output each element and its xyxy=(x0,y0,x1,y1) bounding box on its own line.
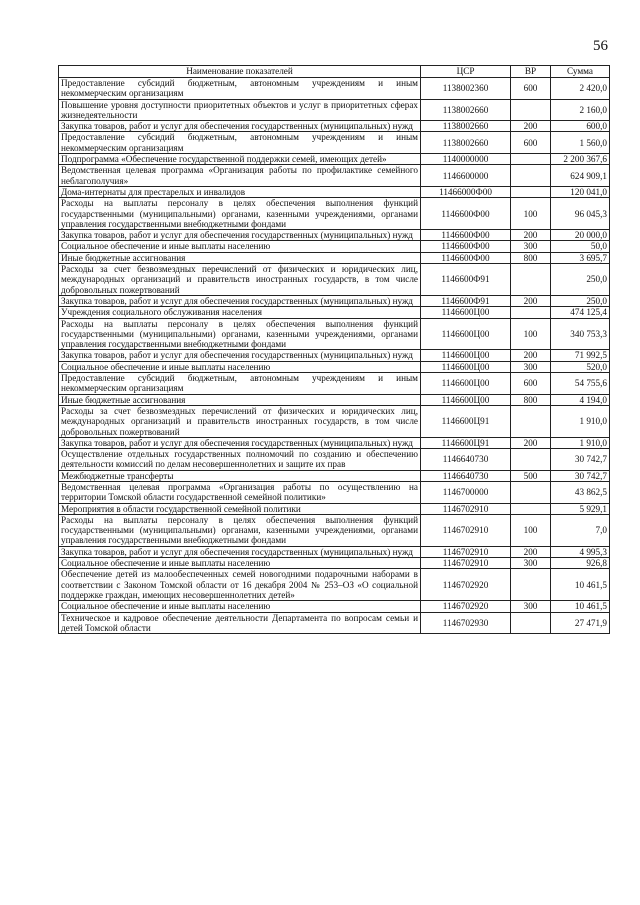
cell-sum: 1 910,0 xyxy=(551,437,610,448)
cell-vr: 100 xyxy=(511,514,551,546)
cell-vr xyxy=(511,405,551,437)
cell-csr: 1146600Ф91 xyxy=(421,295,511,306)
cell-sum: 520,0 xyxy=(551,361,610,372)
cell-vr xyxy=(511,99,551,121)
table-body xyxy=(59,78,610,634)
cell-sum: 250,0 xyxy=(551,264,610,296)
cell-vr: 200 xyxy=(511,350,551,361)
table-row xyxy=(59,558,610,569)
cell-name: Социальное обеспечение и иные выплаты населению xyxy=(59,601,421,612)
cell-csr: 1140000000 xyxy=(421,154,511,165)
cell-vr: 300 xyxy=(511,361,551,372)
cell-vr: 200 xyxy=(511,295,551,306)
cell-csr: 1146702910 xyxy=(421,503,511,514)
cell-csr: 1146702910 xyxy=(421,514,511,546)
table-row xyxy=(59,449,610,471)
cell-sum: 7,0 xyxy=(551,514,610,546)
table-row xyxy=(59,318,610,350)
cell-vr: 200 xyxy=(511,121,551,132)
cell-sum: 10 461,5 xyxy=(551,569,610,601)
cell-csr: 1146600000 xyxy=(421,165,511,187)
cell-name: Предоставление субсидий бюджетным, автономным учреждениям и иным некоммерческим организациям xyxy=(59,78,421,100)
table-row xyxy=(59,612,610,634)
cell-csr: 1146600Ф00 xyxy=(421,230,511,241)
cell-sum: 250,0 xyxy=(551,295,610,306)
cell-csr: 1146600Ц91 xyxy=(421,405,511,437)
cell-csr: 1146600Ф00 xyxy=(421,198,511,230)
cell-name: Социальное обеспечение и иные выплаты населению xyxy=(59,241,421,252)
cell-sum: 120 041,0 xyxy=(551,186,610,197)
cell-sum: 4 995,3 xyxy=(551,546,610,557)
table-row xyxy=(59,601,610,612)
cell-name: Предоставление субсидий бюджетным, автономным учреждениям и иным некоммерческим организациям xyxy=(59,132,421,154)
cell-name: Обеспечение детей из малообеспеченных семей новогодними подарочными наборами в соответствии с Законом Томской области от 16 декабря 2004 № 253–ОЗ «О социальной поддержке граждан, имеющих несовершеннолетних детей» xyxy=(59,569,421,601)
cell-csr: 1146600Ф00 xyxy=(421,252,511,263)
table-row xyxy=(59,503,610,514)
cell-vr xyxy=(511,449,551,471)
cell-name: Предоставление субсидий бюджетным, автономным учреждениям и иным некоммерческим организациям xyxy=(59,373,421,395)
cell-csr: 1138002660 xyxy=(421,132,511,154)
cell-vr: 200 xyxy=(511,546,551,557)
table-row xyxy=(59,361,610,372)
table-row xyxy=(59,295,610,306)
cell-csr: 1146702920 xyxy=(421,601,511,612)
cell-vr xyxy=(511,165,551,187)
table-row xyxy=(59,437,610,448)
table-row xyxy=(59,470,610,481)
cell-csr: 1146702920 xyxy=(421,569,511,601)
cell-csr: 11466000Ф00 xyxy=(421,186,511,197)
cell-vr xyxy=(511,503,551,514)
cell-sum: 50,0 xyxy=(551,241,610,252)
cell-name: Осуществление отдельных государственных полномочий по созданию и обеспечению деятельности комиссий по делам несовершеннолетних и защите их прав xyxy=(59,449,421,471)
page-number: 56 xyxy=(593,38,608,54)
cell-name: Межбюджетные трансферты xyxy=(59,470,421,481)
cell-name: Социальное обеспечение и иные выплаты населению xyxy=(59,361,421,372)
cell-name: Ведомственная целевая программа «Организация работы по осуществлению на территории Томской области государственной семейной политики» xyxy=(59,481,421,503)
cell-csr: 1138002660 xyxy=(421,121,511,132)
cell-sum: 1 910,0 xyxy=(551,405,610,437)
table-row xyxy=(59,307,610,318)
cell-sum: 474 125,4 xyxy=(551,307,610,318)
cell-vr xyxy=(511,481,551,503)
cell-sum: 2 420,0 xyxy=(551,78,610,100)
cell-name: Дома-интернаты для престарелых и инвалидов xyxy=(59,186,421,197)
table-row xyxy=(59,569,610,601)
cell-name: Закупка товаров, работ и услуг для обеспечения государственных (муниципальных) нужд xyxy=(59,295,421,306)
cell-sum: 926,8 xyxy=(551,558,610,569)
cell-sum: 96 045,3 xyxy=(551,198,610,230)
cell-sum: 54 755,6 xyxy=(551,373,610,395)
cell-vr xyxy=(511,612,551,634)
table-row xyxy=(59,198,610,230)
cell-name: Закупка товаров, работ и услуг для обеспечения государственных (муниципальных) нужд xyxy=(59,546,421,557)
header-vr: ВР xyxy=(511,66,551,78)
cell-sum: 2 160,0 xyxy=(551,99,610,121)
header-sum: Сумма xyxy=(551,66,610,78)
cell-vr xyxy=(511,307,551,318)
cell-csr: 1146600Ц00 xyxy=(421,373,511,395)
cell-csr: 1146640730 xyxy=(421,470,511,481)
cell-name: Закупка товаров, работ и услуг для обеспечения государственных (муниципальных) нужд xyxy=(59,350,421,361)
header-name: Наименование показателей xyxy=(59,66,421,78)
cell-name: Иные бюджетные ассигнования xyxy=(59,394,421,405)
table-row xyxy=(59,264,610,296)
cell-sum: 4 194,0 xyxy=(551,394,610,405)
cell-vr: 300 xyxy=(511,558,551,569)
cell-csr: 1138002360 xyxy=(421,78,511,100)
cell-csr: 1146702930 xyxy=(421,612,511,634)
table-row xyxy=(59,514,610,546)
cell-name: Иные бюджетные ассигнования xyxy=(59,252,421,263)
cell-sum: 624 909,1 xyxy=(551,165,610,187)
table-row xyxy=(59,132,610,154)
cell-csr: 1146600Ц91 xyxy=(421,437,511,448)
cell-sum: 27 471,9 xyxy=(551,612,610,634)
cell-name: Закупка товаров, работ и услуг для обеспечения государственных (муниципальных) нужд xyxy=(59,230,421,241)
cell-vr xyxy=(511,186,551,197)
cell-csr: 1146700000 xyxy=(421,481,511,503)
cell-name: Мероприятия в области государственной семейной политики xyxy=(59,503,421,514)
cell-vr: 800 xyxy=(511,252,551,263)
cell-csr: 1146600Ц00 xyxy=(421,361,511,372)
table-row xyxy=(59,350,610,361)
cell-csr: 1146600Ц00 xyxy=(421,350,511,361)
table-row xyxy=(59,373,610,395)
cell-name: Ведомственная целевая программа «Организация работы по профилактике семейного неблагополучия» xyxy=(59,165,421,187)
cell-csr: 1146600Ф00 xyxy=(421,241,511,252)
cell-sum: 1 560,0 xyxy=(551,132,610,154)
cell-csr: 1146702910 xyxy=(421,546,511,557)
cell-name: Социальное обеспечение и иные выплаты населению xyxy=(59,558,421,569)
cell-sum: 340 753,3 xyxy=(551,318,610,350)
table-row xyxy=(59,394,610,405)
cell-name: Учреждения социального обслуживания населения xyxy=(59,307,421,318)
table-row xyxy=(59,252,610,263)
cell-sum: 2 200 367,6 xyxy=(551,154,610,165)
table-header-row xyxy=(59,66,610,78)
cell-vr: 100 xyxy=(511,198,551,230)
cell-name: Расходы на выплаты персоналу в целях обеспечения выполнения функций государственными (муниципальными) органами, казенными учреждениями, органами управления государственными внебюджетными фондами xyxy=(59,318,421,350)
cell-name: Подпрограмма «Обеспечение государственной поддержки семей, имеющих детей» xyxy=(59,154,421,165)
cell-vr: 600 xyxy=(511,132,551,154)
header-csr: ЦСР xyxy=(421,66,511,78)
cell-csr: 1146640730 xyxy=(421,449,511,471)
cell-vr xyxy=(511,569,551,601)
table-row xyxy=(59,165,610,187)
cell-vr: 300 xyxy=(511,601,551,612)
cell-sum: 600,0 xyxy=(551,121,610,132)
cell-vr xyxy=(511,264,551,296)
table-row xyxy=(59,241,610,252)
table-row xyxy=(59,186,610,197)
table-row xyxy=(59,99,610,121)
cell-vr: 500 xyxy=(511,470,551,481)
table-row xyxy=(59,154,610,165)
cell-sum: 30 742,7 xyxy=(551,470,610,481)
cell-name: Закупка товаров, работ и услуг для обеспечения государственных (муниципальных) нужд xyxy=(59,437,421,448)
table-row xyxy=(59,121,610,132)
cell-sum: 5 929,1 xyxy=(551,503,610,514)
cell-vr: 600 xyxy=(511,373,551,395)
cell-name: Закупка товаров, работ и услуг для обеспечения государственных (муниципальных) нужд xyxy=(59,121,421,132)
cell-vr: 600 xyxy=(511,78,551,100)
budget-table xyxy=(58,65,610,634)
cell-name: Повышение уровня доступности приоритетных объектов и услуг в приоритетных сферах жизнедеятельности xyxy=(59,99,421,121)
cell-sum: 71 992,5 xyxy=(551,350,610,361)
cell-vr: 800 xyxy=(511,394,551,405)
table-row xyxy=(59,546,610,557)
cell-vr: 200 xyxy=(511,230,551,241)
cell-sum: 43 862,5 xyxy=(551,481,610,503)
table-row xyxy=(59,405,610,437)
cell-name: Расходы на выплаты персоналу в целях обеспечения выполнения функций государственными (муниципальными) органами, казенными учреждениями, органами управления государственными внебюджетными фондами xyxy=(59,514,421,546)
cell-vr: 100 xyxy=(511,318,551,350)
cell-sum: 10 461,5 xyxy=(551,601,610,612)
cell-csr: 1146600Ц00 xyxy=(421,394,511,405)
cell-name: Расходы на выплаты персоналу в целях обеспечения выполнения функций государственными (муниципальными) органами, казенными учреждениями, органами управления государственными внебюджетными фондами xyxy=(59,198,421,230)
cell-sum: 30 742,7 xyxy=(551,449,610,471)
table-row xyxy=(59,481,610,503)
cell-name: Техническое и кадровое обеспечение деятельности Департамента по вопросам семьи и детей Томской области xyxy=(59,612,421,634)
cell-csr: 1146702910 xyxy=(421,558,511,569)
cell-vr: 200 xyxy=(511,437,551,448)
table-row xyxy=(59,230,610,241)
cell-sum: 3 695,7 xyxy=(551,252,610,263)
cell-name: Расходы за счет безвозмездных перечислений от физических и юридических лиц, международных организаций и правительств иностранных государств, в том числе добровольных пожертвований xyxy=(59,405,421,437)
cell-csr: 1146600Ц00 xyxy=(421,307,511,318)
cell-sum: 20 000,0 xyxy=(551,230,610,241)
cell-name: Расходы за счет безвозмездных перечислений от физических и юридических лиц, международных организаций и правительств иностранных государств, в том числе добровольных пожертвований xyxy=(59,264,421,296)
table-row xyxy=(59,78,610,100)
cell-csr: 1146600Ф91 xyxy=(421,264,511,296)
cell-csr: 1146600Ц00 xyxy=(421,318,511,350)
cell-vr: 300 xyxy=(511,241,551,252)
cell-csr: 1138002660 xyxy=(421,99,511,121)
cell-vr xyxy=(511,154,551,165)
